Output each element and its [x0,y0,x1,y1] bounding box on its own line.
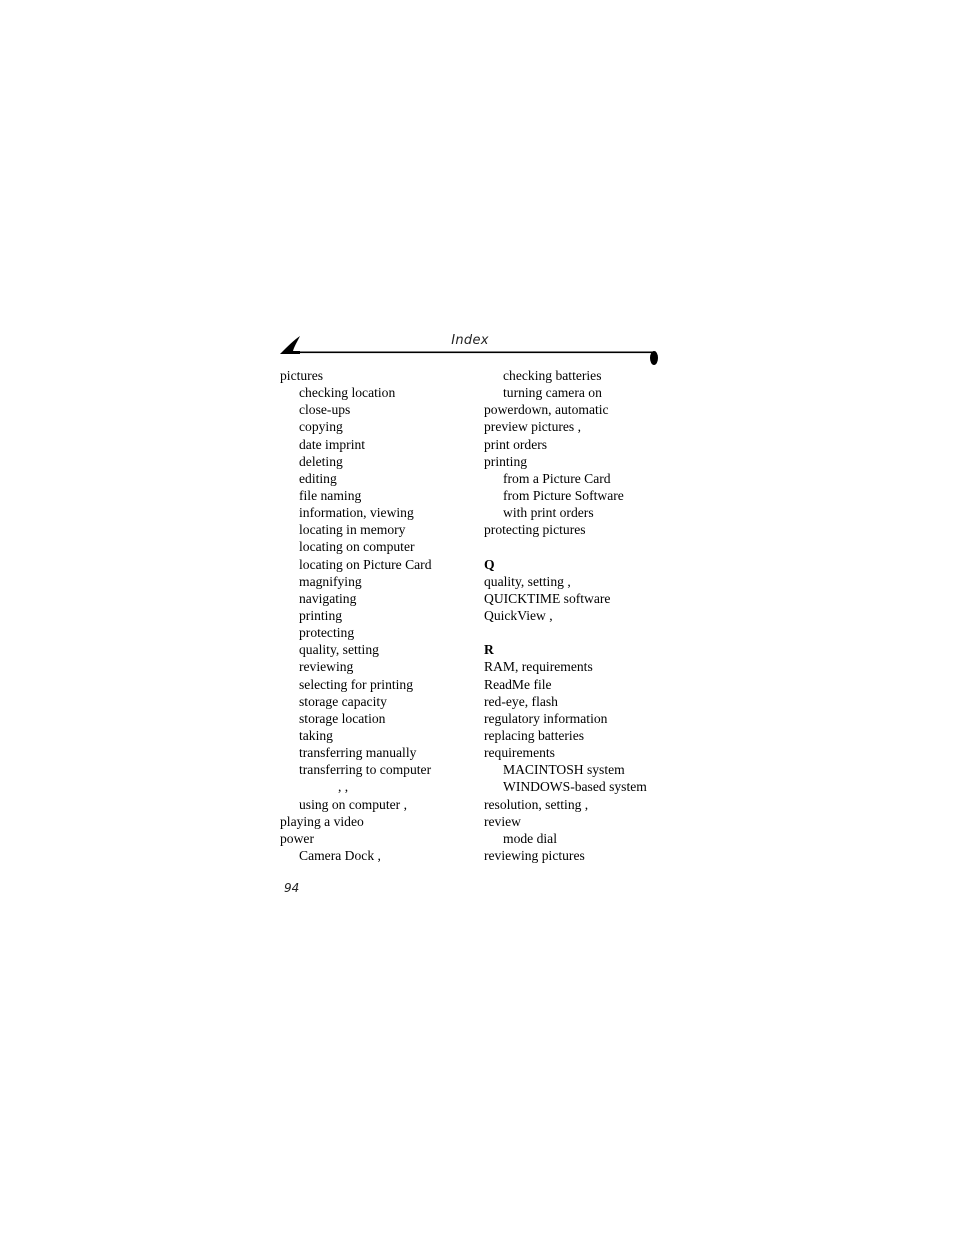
header-rule-icon [280,334,662,368]
index-column-right [484,367,674,864]
index-entry: reviewing pictures [484,847,585,863]
index-entry: print orders [484,436,548,452]
index-subentry: using on computer , [299,796,407,812]
index-subentry: turning camera on [503,385,602,401]
index-subentry: storage capacity [299,693,387,709]
index-subentry: locating on computer [299,539,415,555]
index-entry: review [484,813,521,829]
index-subentry: transferring to computer [299,762,432,778]
index-subentry: from a Picture Card [503,470,611,486]
index-subentry: file naming [299,487,362,503]
index-subentry: magnifying [299,573,362,589]
index-subentry: reviewing [299,659,354,675]
index-subentry: protecting [299,625,355,641]
index-entry: requirements [484,745,555,761]
index-subentry: , , [338,779,349,795]
index-subentry: with print orders [503,505,594,521]
index-subentry: storage location [299,710,386,726]
index-entry: playing a video [280,813,364,829]
index-subentry: copying [299,419,343,435]
index-subentry: locating in memory [299,522,406,538]
index-entry: quality, setting , [484,573,571,589]
section-gap [484,624,674,641]
index-letter-heading: R [484,642,494,658]
index-subentry: close-ups [299,402,351,418]
index-entry: power [280,830,314,846]
index-entry: QuickView , [484,607,553,623]
index-entry: regulatory information [484,710,608,726]
index-subentry: from Picture Software [503,487,624,503]
section-gap [484,538,674,555]
page-number: 94 [284,881,300,895]
index-subentry: date imprint [299,436,366,452]
index-subentry: WINDOWS-based system [503,779,647,795]
index-subentry: locating on Picture Card [299,556,432,572]
index-subentry: MACINTOSH system [503,762,625,778]
index-subentry: editing [299,470,337,486]
index-letter-heading: Q [484,556,495,572]
index-entry: resolution, setting , [484,796,589,812]
index-subentry: quality, setting [299,642,379,658]
index-subentry: information, viewing [299,505,414,521]
index-subentry: selecting for printing [299,676,414,692]
index-entry: preview pictures , [484,419,582,435]
index-subentry: deleting [299,453,343,469]
index-entry: protecting pictures [484,522,586,538]
index-entry: red-eye, flash [484,693,558,709]
index-entry: QUICKTIME software [484,590,611,606]
index-entry: powerdown, automatic [484,402,609,418]
index-entry: printing [484,453,528,469]
index-subentry: checking batteries [503,368,602,383]
index-entry: pictures [280,368,324,383]
index-subentry: Camera Dock , [299,847,381,863]
running-header-title: Index [451,333,489,348]
index-subentry: checking location [299,385,396,401]
index-subentry: mode dial [503,830,557,846]
index-subentry: transferring manually [299,745,417,761]
index-column-left [280,367,470,864]
index-subentry: navigating [299,590,357,606]
index-subentry: taking [299,727,333,743]
index-entry: RAM, requirements [484,659,593,675]
index-entry: ReadMe file [484,676,552,692]
index-subentry: printing [299,607,343,623]
index-entry: replacing batteries [484,727,585,743]
